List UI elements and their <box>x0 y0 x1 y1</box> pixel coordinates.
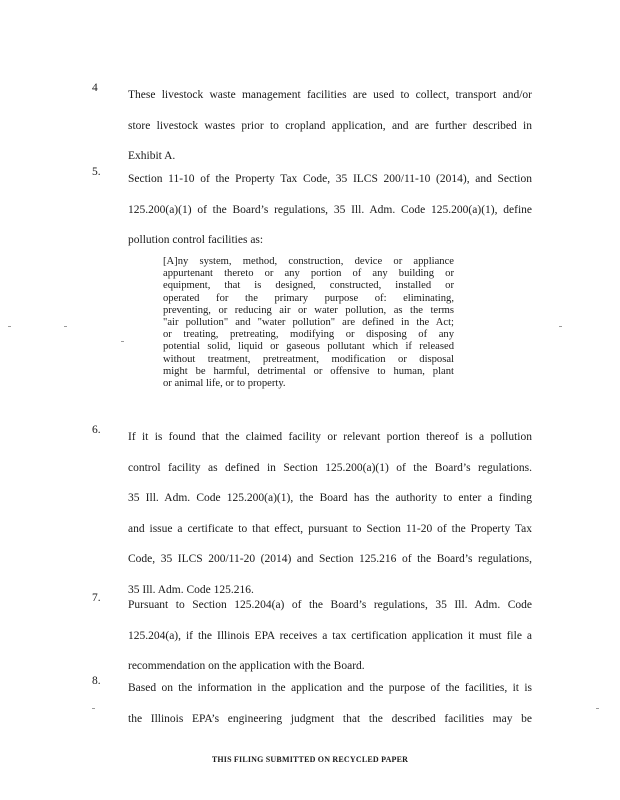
paragraph-number: 5. <box>92 166 101 178</box>
paragraph-5 <box>92 164 532 256</box>
scan-speck <box>596 708 599 709</box>
quote-line: or animal life, or to property. <box>163 378 286 390</box>
text-line: 125.200(a)(1) of the Board’s regulations, 35 Ill. Adm. Code 125.200(a)(1), define <box>128 203 532 216</box>
scan-speck <box>8 326 11 327</box>
quote-line: "air pollution" and "water pollution" are defined in the Act; <box>163 317 454 329</box>
text-line: Based on the information in the application and the purpose of the facilities, it is <box>128 682 532 694</box>
text-line: Section 11-10 of the Property Tax Code, 35 ILCS 200/11-10 (2014), and Section <box>128 173 532 185</box>
text-line: control facility as defined in Section 125.200(a)(1) of the Board’s regulations. <box>128 461 532 474</box>
paragraph-text <box>128 164 532 256</box>
quote-line: appurtenant thereto or any portion of any building or <box>163 268 454 280</box>
paragraph-7 <box>92 590 532 682</box>
quote-line: operated for the primary purpose of: eliminating, <box>163 292 454 304</box>
quote-line: preventing, or reducing air or water pollution, as the terms <box>163 304 454 316</box>
quote-line: [A]ny system, method, construction, device or appliance <box>163 256 454 267</box>
paragraph-number: 4 <box>92 82 98 94</box>
text-line: These livestock waste management facilities are used to collect, transport and/or <box>128 89 532 101</box>
scan-speck <box>559 326 562 327</box>
paragraph-4 <box>92 80 532 172</box>
text-line: 35 Ill. Adm. Code 125.216. <box>128 583 254 596</box>
text-line: pollution control facilities as: <box>128 234 264 246</box>
paragraph-6 <box>92 422 532 605</box>
quote-line: or treating, pretreating, modifying or disposing of any <box>163 329 454 341</box>
page-footer: THIS FILING SUBMITTED ON RECYCLED PAPER <box>211 755 409 764</box>
scan-speck <box>121 341 124 342</box>
quote-line: potential solid, liquid or gaseous pollutant which if released <box>163 341 454 353</box>
text-line: If it is found that the claimed facility or relevant portion thereof is a pollution <box>128 431 532 443</box>
paragraph-text <box>128 590 532 682</box>
paragraph-8 <box>92 673 532 734</box>
block-quote <box>163 256 454 390</box>
text-line: and issue a certificate to that effect, pursuant to Section 11-20 of the Property Tax <box>128 522 532 535</box>
scan-speck <box>92 708 95 709</box>
text-line: 35 Ill. Adm. Code 125.200(a)(1), the Board has the authority to enter a finding <box>128 492 532 504</box>
text-line: store livestock wastes prior to cropland application, and are further described in <box>128 119 532 132</box>
text-line: Exhibit A. <box>128 150 176 162</box>
paragraph-number: 7. <box>92 592 101 604</box>
scan-speck <box>64 326 67 327</box>
paragraph-number: 6. <box>92 424 101 436</box>
paragraph-number: 8. <box>92 675 101 687</box>
text-line: recommendation on the application with the Board. <box>128 660 365 672</box>
quote-line: equipment, that is designed, constructed, installed or <box>163 280 454 292</box>
text-line: the Illinois EPA’s engineering judgment that the described facilities may be <box>128 712 532 725</box>
quote-line: without treatment, pretreatment, modification or disposal <box>163 353 454 365</box>
paragraph-text <box>128 673 532 734</box>
text-line: Pursuant to Section 125.204(a) of the Board’s regulations, 35 Ill. Adm. Code <box>128 599 532 611</box>
paragraph-text <box>128 80 532 172</box>
text-line: Code, 35 ILCS 200/11-20 (2014) and Section 125.216 of the Board’s regulations, <box>128 553 532 565</box>
paragraph-text <box>128 422 532 605</box>
text-line: 125.204(a), if the Illinois EPA receives a tax certification application it must file a <box>128 629 532 642</box>
quote-line: might be harmful, detrimental or offensive to human, plant <box>163 365 454 377</box>
